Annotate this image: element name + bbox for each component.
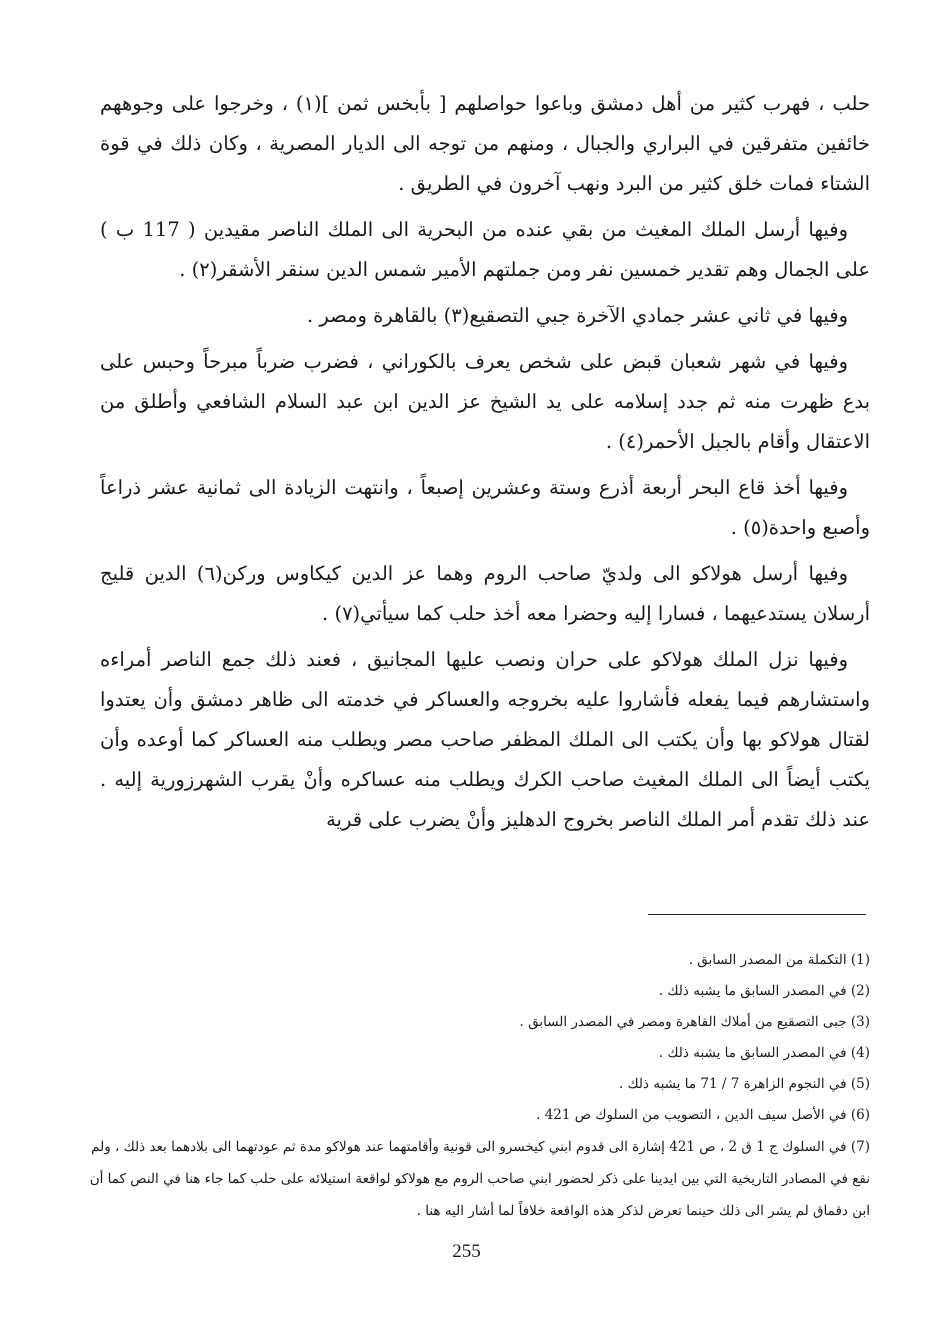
footnote-text: في المصدر السابق ما يشبه ذلك . <box>658 983 847 999</box>
footnotes <box>86 945 870 1227</box>
footnote-number: (4) <box>850 1045 870 1061</box>
footnote-number: (3) <box>850 1014 870 1030</box>
footnote-text: في المصدر السابق ما يشبه ذلك . <box>658 1045 847 1061</box>
footnote-number: (7) <box>850 1139 870 1155</box>
footnote-number: (2) <box>850 983 870 999</box>
paragraph-3: وفيها في ثاني عشر جمادي الآخرة جبي التصقيع(٣) بالقاهرة ومصر . <box>306 304 848 327</box>
footnote-4 <box>86 1038 870 1069</box>
footnote-text: في السلوك ج 1 ق 2 ، ص 421 إشارة الى قدوم ابني كيخسرو الى قونية وأقامتهما عند هولاكو مدة ثم عودتهما الى بلادهما بعد ذلك ، ولم نقع في المصادر التاريخية التي بين ايدينا على ذكر لحضور ابني صاحب الروم مع هولاكو لواقعة استيلائه على حلب كما جاء هنا في النص كما أن ابن دقماق لم يشر الى ذلك حينما تعرض لذكر هذه الواقعة خلافاً لما أشار اليه هنا . <box>89 1139 870 1219</box>
footnote-text: التكملة من المصدر السابق . <box>688 952 847 968</box>
footnote-1 <box>86 945 870 976</box>
paragraph-4: وفيها في شهر شعبان قبض على شخص يعرف بالكوراني ، فضرب ضرباً مبرحاً وحبس على بدع ظهرت منه ثم جدد إسلامه على يد الشيخ عز الدين ابن عبد السلام الشافعي وأطلق من الاعتقال وأقام بالجبل الأحمر(٤) . <box>100 350 870 453</box>
footnote-text: جبى التصقيع من أملاك القاهرة ومصر في المصدر السابق . <box>519 1014 847 1030</box>
footnote-7 <box>86 1131 870 1227</box>
paragraph-5: وفيها أخذ قاع البحر أربعة أذرع وستة وعشرين إصبعاً ، وانتهت الزيادة الى ثمانية عشر ذراعاً وأصبع واحدة(٥) . <box>100 476 870 539</box>
footnote-text: في النجوم الزاهرة 7 / 71 ما يشبه ذلك . <box>618 1076 847 1092</box>
footnote-number: (5) <box>850 1076 870 1092</box>
page-number: 255 <box>452 1241 481 1262</box>
paragraph-1: حلب ، فهرب كثير من أهل دمشق وباعوا حواصلهم [ بأبخس ثمن ](١) ، وخرجوا على وجوههم خائفين متفرقين في البراري والجبال ، ومنهم من توجه الى الديار المصرية ، وكان ذلك في قوة الشتاء فمات خلق كثير من البرد ونهب آخرون في الطريق . <box>100 92 870 195</box>
footnote-5 <box>86 1069 870 1100</box>
footnote-6 <box>86 1100 870 1131</box>
main-text <box>100 84 870 846</box>
footnote-number: (1) <box>850 952 870 968</box>
footnote-text: في الأصل سيف الدين ، التصويب من السلوك ص 421 . <box>536 1107 847 1123</box>
footnote-separator <box>648 914 866 915</box>
paragraph-7: وفيها نزل الملك هولاكو على حران ونصب عليها المجانيق ، فعند ذلك جمع الناصر أمراءه واستشارهم فيما يفعله فأشاروا عليه بخروجه والعساكر في خدمته الى ظاهر دمشق وأن يعتدوا لقتال هولاكو بها وأن يكتب الى الملك المظفر صاحب مصر ويطلب منه العساكر كما أوعده وأن يكتب أيضاً الى الملك المغيث صاحب الكرك ويطلب منه عساكره وأنْ يقرب الشهرزورية إليه . عند ذلك تقدم أمر الملك الناصر بخروج الدهليز وأنْ يضرب على قرية <box>100 648 870 831</box>
paragraph-6: وفيها أرسل هولاكو الى ولديّ صاحب الروم وهما عز الدين كيكاوس وركن(٦) الدين قليج أرسلان يستدعيهما ، فسارا إليه وحضرا معه أخذ حلب كما سيأتي(٧) . <box>100 562 870 625</box>
footnote-number: (6) <box>850 1107 870 1123</box>
footnote-2 <box>86 976 870 1007</box>
paragraph-2: وفيها أرسل الملك المغيث من بقي عنده من البحرية الى الملك الناصر مقيدين ( 117 ب ) على الجمال وهم تقدير خمسين نفر ومن جملتهم الأمير شمس الدين سنقر الأشقر(٢) . <box>100 218 870 281</box>
footnote-3 <box>86 1007 870 1038</box>
